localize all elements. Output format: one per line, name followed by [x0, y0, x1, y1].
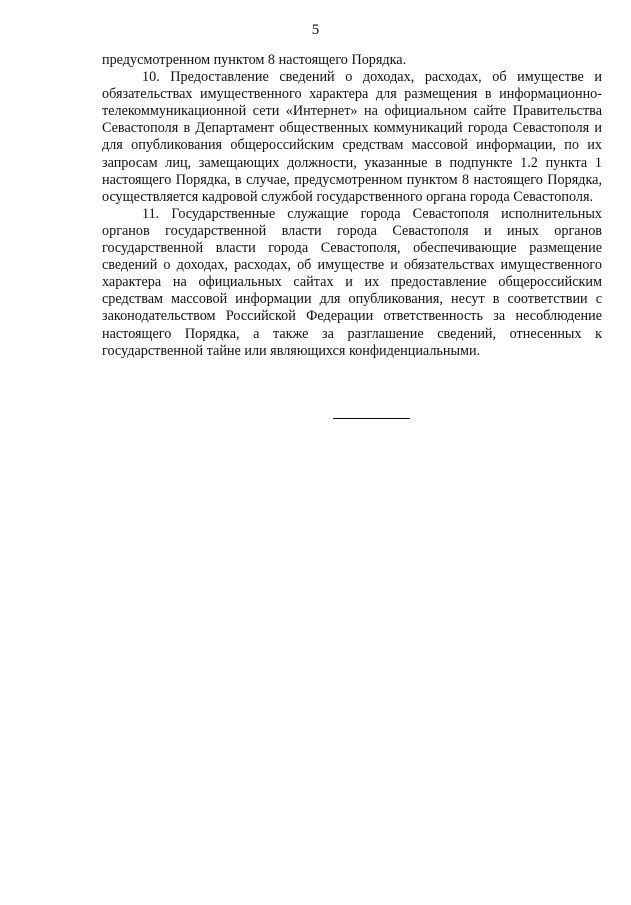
paragraph-11: 11. Государственные служащие города Севастополя исполнительных органов государственной власти города Севастополя и иных органов государственной власти города Севастополя, обеспечивающие размещение сведений о доходах, расходах, об имуществе и обязательствах имущественного характера на официальных сайтах и их предоставление общероссийским средствам массовой информации для опубликования, несут в соответствии с законодательством Российской Федерации ответственность за несоблюдение настоящего Порядка, а также за разглашение сведений, отнесенных к государственной тайне или являющихся конфиденциальными.	[102, 205, 602, 359]
document-body	[102, 52, 602, 360]
continuation-paragraph: предусмотренном пунктом 8 настоящего Порядка.	[102, 52, 407, 68]
paragraph-10: 10. Предоставление сведений о доходах, расходах, об имуществе и обязательствах имущественного характера для размещения в информационно-телекоммуникационной сети «Интернет» на официальном сайте Правительства Севастополя в Департамент общественных коммуникаций города Севастополя и для опубликования общероссийским средствам массовой информации, по их запросам лиц, замещающих должности, указанные в подпункте 1.2 пункта 1 настоящего Порядка, в случае, предусмотренном пунктом 8 настоящего Порядка, осуществляется кадровой службой государственного органа города Севастополя.	[102, 69, 602, 205]
end-of-text-divider	[333, 418, 410, 419]
page-number: 5	[311, 22, 320, 38]
